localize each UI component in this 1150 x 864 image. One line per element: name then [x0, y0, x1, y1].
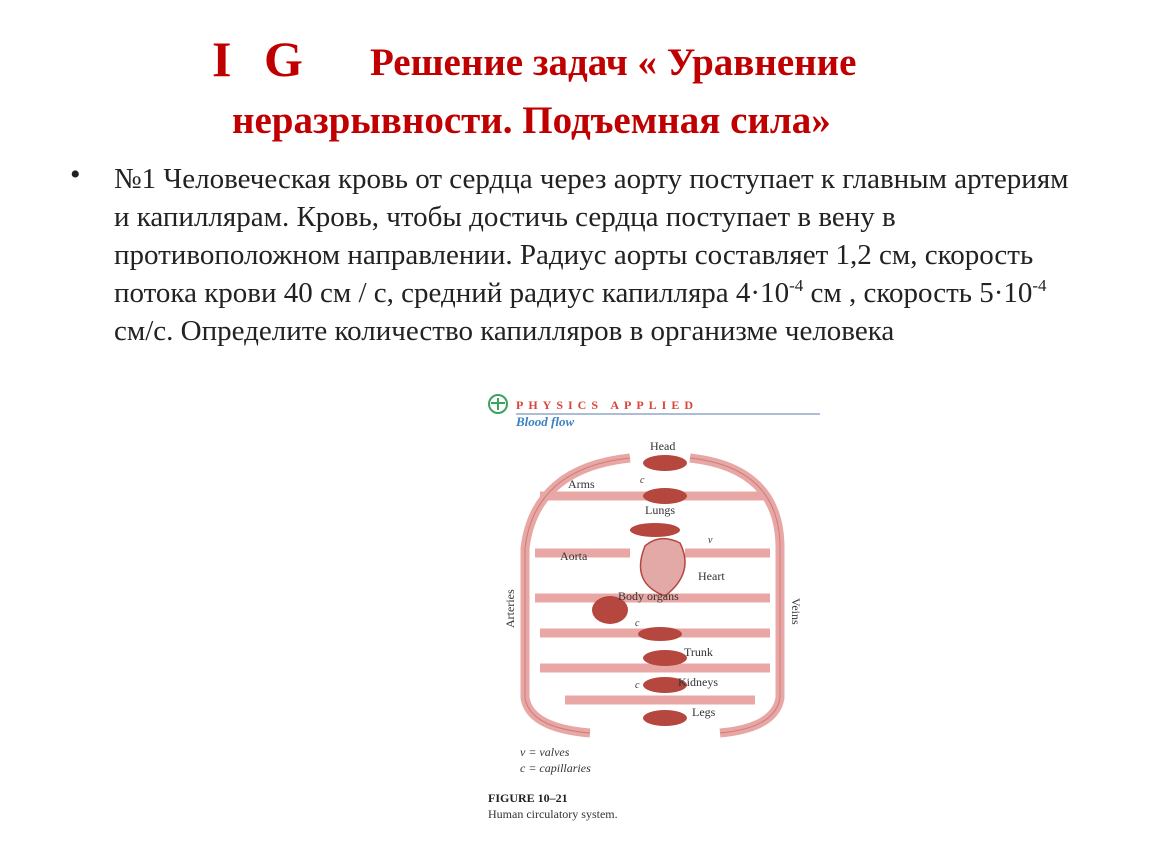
problem-text-part3: см/с. Определите количество капилляров в организме человека — [114, 315, 895, 347]
circulatory-figure — [480, 388, 840, 828]
label-veins: Veins — [789, 598, 803, 625]
label-heart: Heart — [698, 569, 725, 583]
problem-text-part1: №1 Человеческая кровь от сердца через аорту поступает к главным артериям и капиллярам. Кровь, чтобы достичь сердца поступает в вену в противоположном направлении. Радиус аорты составляет 1,2 см, скорость потока крови 40 см / с, средний радиус капилляра 4·10 — [114, 163, 1069, 309]
title-text-line1: Решение задач « Уравнение — [370, 41, 857, 84]
banner-text: PHYSICS APPLIED — [516, 398, 699, 412]
problem-text-part2: см , скорость 5·10 — [803, 277, 1033, 309]
label-lungs: Lungs — [645, 503, 675, 517]
trunk-capillaries — [643, 650, 687, 666]
body-organ-capillaries-2 — [638, 627, 682, 641]
head-capillaries — [643, 455, 687, 471]
heart-shape — [641, 539, 686, 596]
label-kidneys: Kidneys — [678, 675, 718, 689]
label-arms: Arms — [568, 477, 595, 491]
exponent-2: -4 — [1032, 276, 1047, 295]
circulatory-diagram — [480, 388, 840, 828]
capillary-marker: c — [635, 680, 640, 691]
label-head: Head — [650, 439, 676, 453]
arms-capillaries — [643, 488, 687, 504]
title-text-line2: неразрывности. Подъемная сила» — [232, 99, 831, 142]
capillary-marker: c — [640, 475, 645, 486]
label-arteries: Arteries — [503, 589, 517, 628]
exponent-1: -4 — [789, 276, 804, 295]
valve-marker: v — [708, 535, 713, 546]
legend-capillaries: c = capillaries — [520, 761, 591, 775]
label-aorta: Aorta — [560, 549, 588, 563]
label-legs: Legs — [692, 705, 716, 719]
legend-valves: v = valves — [520, 745, 570, 759]
capillary-marker: c — [635, 618, 640, 629]
figure-caption-text: Human circulatory system. — [488, 807, 618, 821]
label-trunk: Trunk — [684, 645, 713, 659]
problem-text — [114, 160, 1074, 350]
title-prefix: I G — [212, 31, 313, 87]
lung-capillaries — [630, 523, 680, 537]
bullet-marker: • — [70, 158, 81, 191]
physics-applied-banner — [489, 395, 820, 429]
leg-capillaries — [643, 710, 687, 726]
blood-flow-subtitle: Blood flow — [516, 414, 575, 429]
figure-caption-title: FIGURE 10–21 — [488, 791, 568, 805]
label-body-organs: Body organs — [618, 589, 679, 603]
